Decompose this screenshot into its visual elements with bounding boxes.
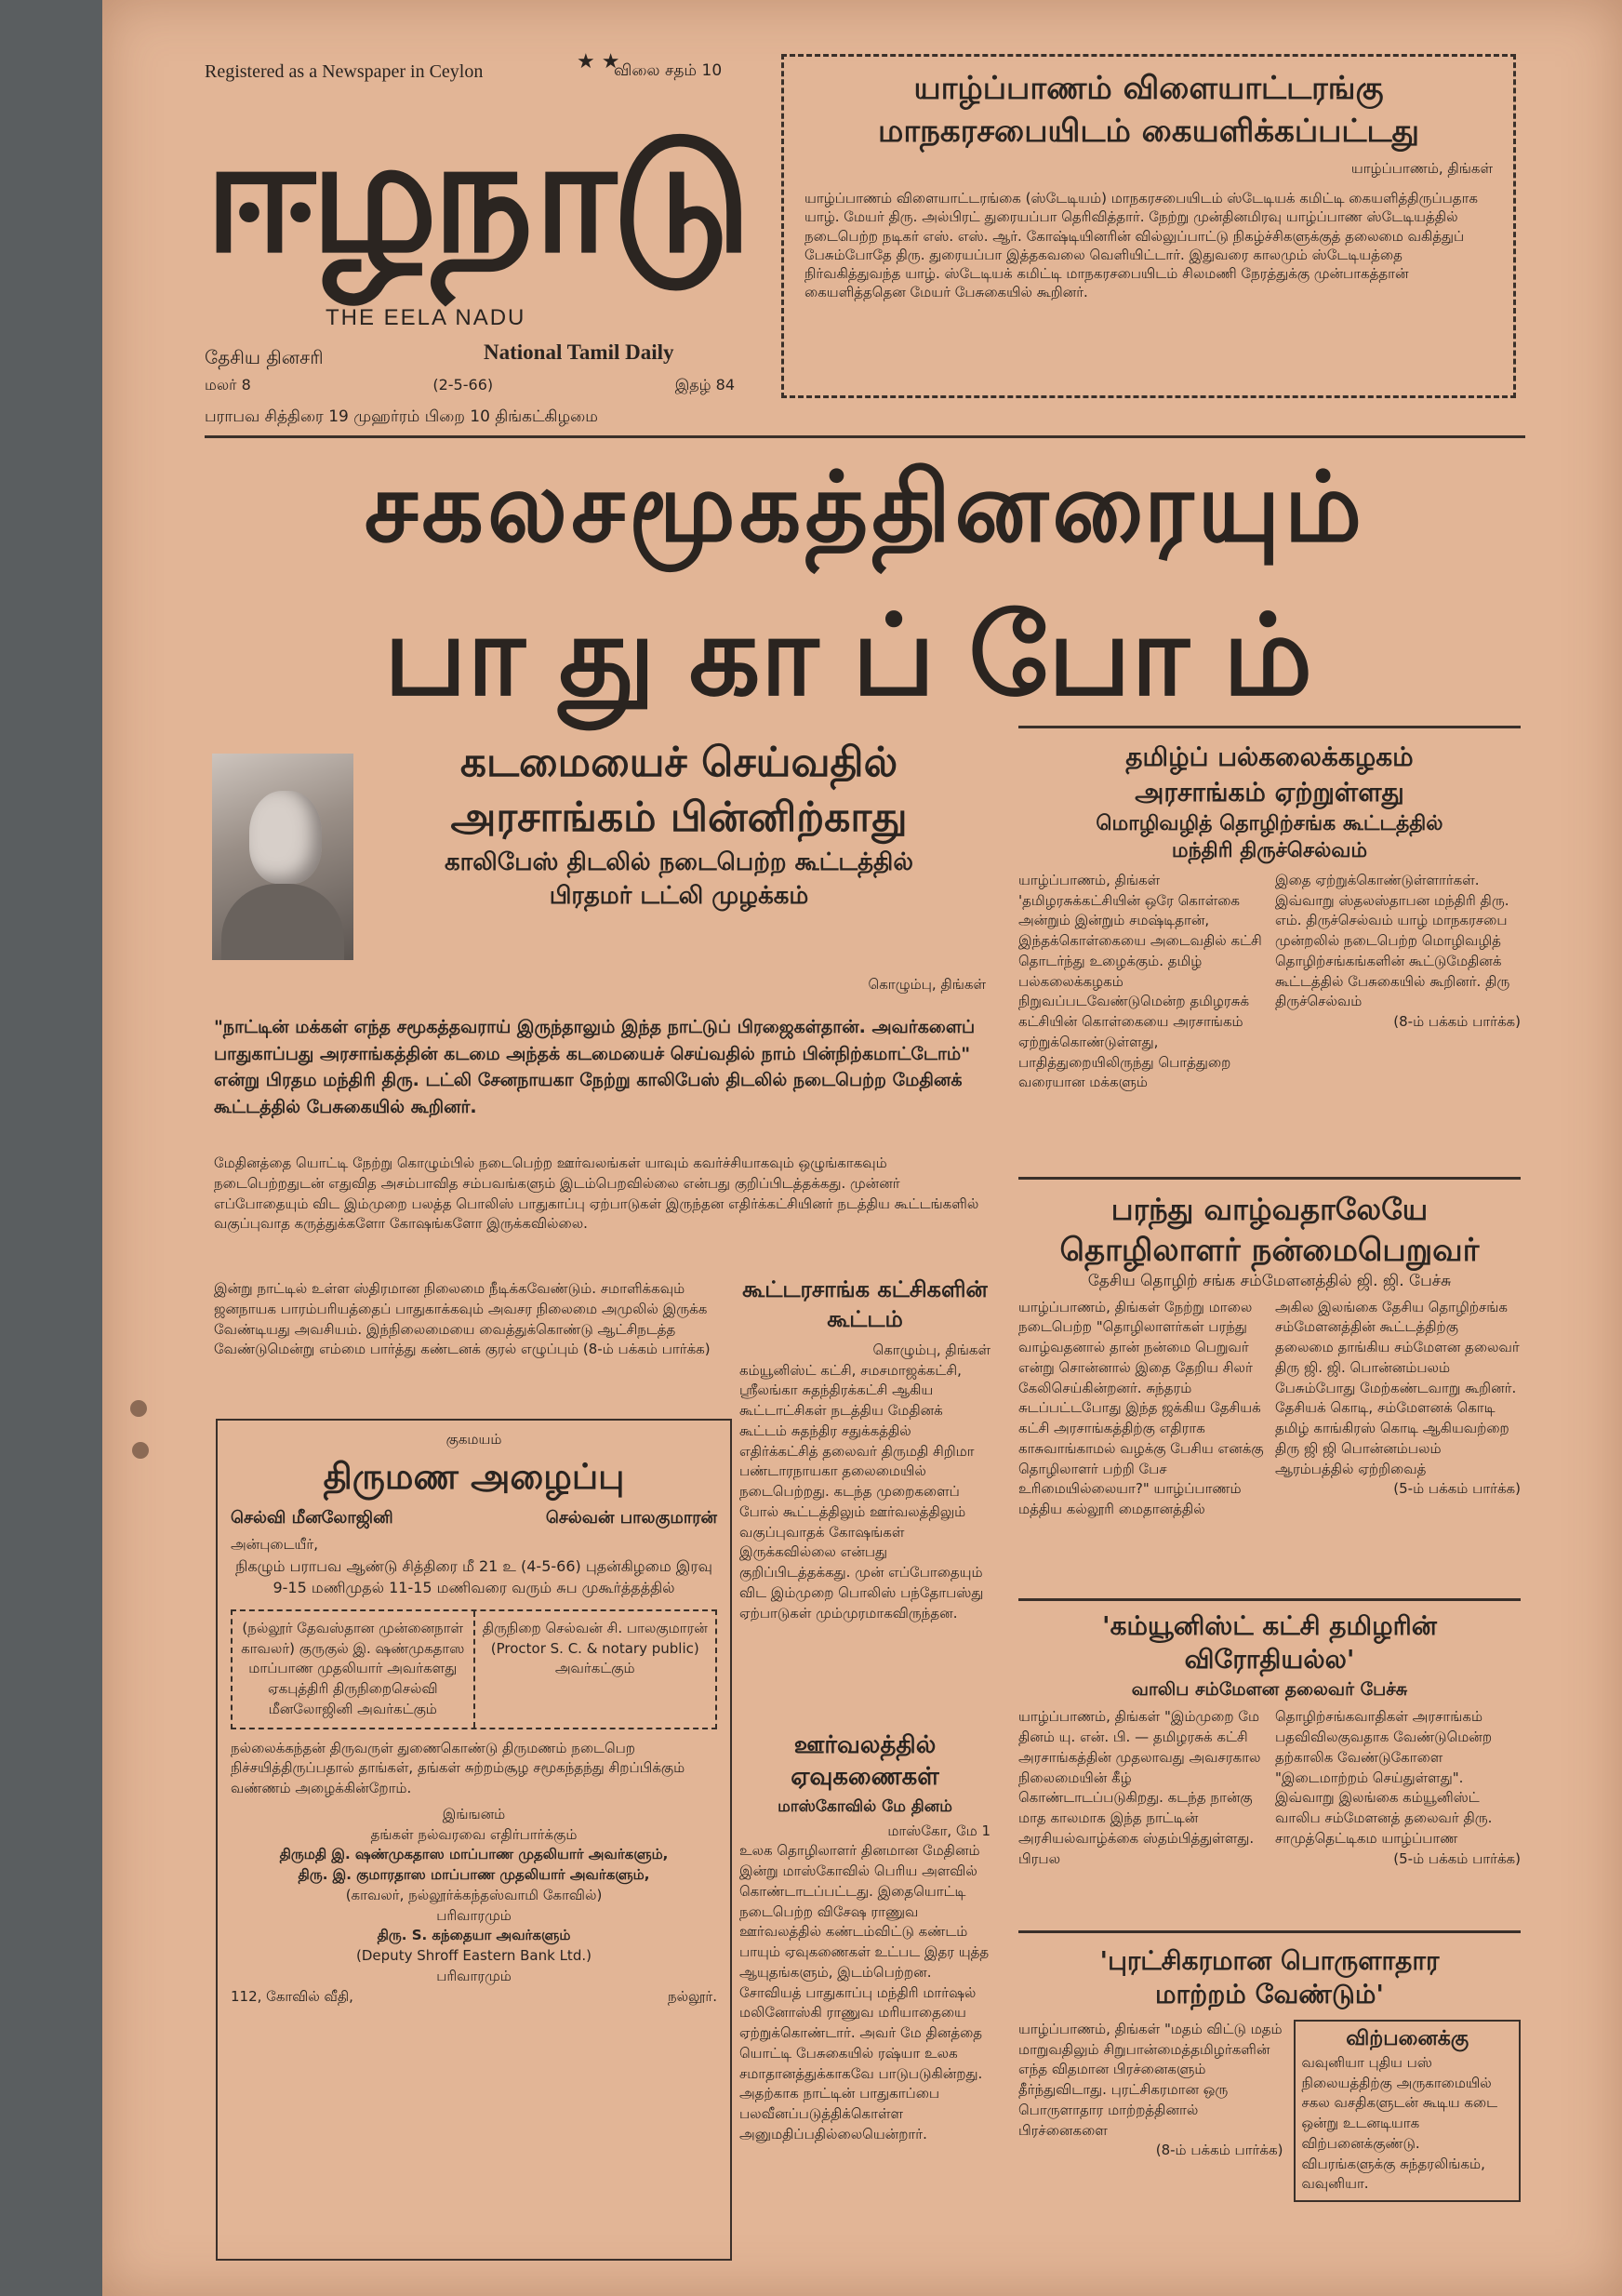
wedding-groom: செல்வன் பாலகுமாரன் bbox=[545, 1507, 717, 1528]
coalition-story bbox=[739, 1275, 990, 1623]
wedding-host-1: திருமதி இ. ஷண்முகதாஸ மாப்பாண முதலியார் அவர்களும், bbox=[279, 1846, 669, 1863]
communist-headline-1: 'கம்யூனிஸ்ட் கட்சி தமிழரின் bbox=[1102, 1610, 1437, 1641]
lead-sub-1: காலிபேஸ் திடலில் நடைபெற்ற கூட்டத்தில் bbox=[445, 848, 913, 876]
coalition-dateline: கொழும்பு, திங்கள் bbox=[872, 1341, 990, 1358]
volume: மலர் 8 bbox=[205, 376, 251, 394]
university-body-left: யாழ்ப்பாணம், திங்கள் 'தமிழரசுக்கட்சியின் ஒரே கொள்கை அன்றும் இன்றும் சமஷ்டிதான், இந்தக்கொள்கையை அடைவதில் கட்சி தொடர்ந்து உழைக்கும். தமிழ் பல்கலைக்கழகம் நிறுவப்படவேண்டுமென்ற தமிழரசுக் கட்சியின் கொள்கையை அரசாங்கம் ஏற்றுக்கொண்டுள்ளது, பாதித்துறையிலிருந்து பொத்துறை வரையான மக்களும் bbox=[1018, 871, 1262, 1091]
wedding-family-2: பரிவாரமும் bbox=[436, 1967, 512, 1984]
wedding-host-2-note: (காவலர், நல்லூர்க்கந்தஸ்வாமி கோவில்) bbox=[345, 1886, 603, 1903]
issue-date: (2-5-66) bbox=[432, 376, 494, 394]
english-name: THE EELA NADU bbox=[326, 305, 526, 330]
classified-body: வவுனியா புதிய பஸ் நிலையத்திற்கு அருகாமையில் சகல வசதிகளுடன் கூடிய கடை ஒன்று உடனடியாக விற்பனைக்குண்டு. விபரங்களுக்கு சுந்தரலிங்கம், வவுனியா. bbox=[1301, 2053, 1498, 2193]
wedding-deity: குகமயம் bbox=[445, 1431, 502, 1448]
issue-number: இதழ் 84 bbox=[674, 376, 735, 394]
subtitle-english: National Tamil Daily bbox=[484, 340, 674, 364]
lead-para-1: மேதினத்தை யொட்டி நேற்று கொழும்பில் நடைபெற்ற ஊர்வலங்கள் யாவும் கவர்ச்சியாகவும் ஒழுங்காகவும் நடைபெற்றதுடன் எதுவித அசம்பாவித சம்பவங்களும் இடம்பெறவில்லை என்பது குறிப்பிடத்தக்கது. முன்னர் எப்போதையும் விட இம்முறை பலத்த பொலிஸ் பாதுகாப்பு ஏற்பாடுகள் இருந்தன எதிர்க்கட்சியினர் நடத்திய கூட்டங்களில் வகுப்புவாத கருத்துக்களோ கோஷங்களோ இருக்கவில்லை. bbox=[214, 1155, 979, 1233]
classified-title: விற்பனைக்கு bbox=[1346, 2026, 1469, 2050]
workers-body-left: யாழ்ப்பாணம், திங்கள் நேற்று மாலை நடைபெற்ற "தொழிலாளர்கள் பரந்து வாழ்வதனால் தான் நன்மை பெறுவர் என்று சொன்னால் இதை தேறிய சிலர் கேலிசெய்கின்றனர். சுந்தரம் சுடப்பட்டபோது இந்த ஜக்கிய தேசியக் கட்சி அரசாங்கத்திற்கு எதிராக காசுவாங்காமல் வழக்கு பேசிய எனக்கு தொழிலாளர் பற்றி பேச உரிமையில்லையா?" யாழ்ப்பாணம் மத்திய கல்லூரி மைதானத்தில் bbox=[1018, 1298, 1264, 1518]
wedding-bride: செல்வி மீனலோஜினி bbox=[231, 1507, 393, 1528]
communist-headline-2: விரோதியல்ல' bbox=[1184, 1644, 1355, 1675]
issue-line bbox=[205, 376, 735, 395]
wedding-host-3: திரு. S. கந்தையா அவர்களும் bbox=[377, 1927, 571, 1944]
classified-ad bbox=[1294, 2020, 1521, 2202]
groom-side: திருநிறை செல்வன் சி. பாலகுமாரன் (Proctor S. C. & notary public) அவர்கட்கும் bbox=[482, 1619, 708, 1677]
masthead bbox=[205, 50, 747, 406]
communist-ref: (5-ம் பக்கம் பார்க்க) bbox=[1393, 1849, 1521, 1867]
workers-headline-1: பரந்து வாழ்வதாலேயே bbox=[1110, 1192, 1429, 1227]
communist-body-right: தொழிற்சங்கவாதிகள் அரசாங்கம் பதவிவிலகுவதாக வேண்டுமென்ற தற்காலிக வேண்டுகோளை "இடைமாற்றம் செய்துள்ளது". இவ்வாறு இலங்கை கம்யூனிஸ்ட் வாலிப சம்மேளனத் தலைவர் திரு. சாமுத்தெட்டிகம யாழ்ப்பாண bbox=[1275, 1708, 1493, 1847]
price: விலை சதம் 10 bbox=[614, 61, 723, 80]
subtitle-tamil: தேசிய தினசரி bbox=[205, 346, 324, 368]
top-story-body: யாழ்ப்பாணம் விளையாட்டரங்கை (ஸ்டேடியம்) மாநகரசபையிடம் ஸ்டேடியக் கமிட்டி கையளித்திருப்பதாக யாழ். மேயர் திரு. அல்பிரட் துரையப்பா தெரிவித்தார். நேற்று முன்தினமிரவு யாழ்ப்பாண ஸ்டேடியத்தில் நடைபெற்ற நடிகர் எஸ். எஸ். ஆர். கோஷ்டியினரின் வில்லுப்பாட்டு நிகழ்ச்சிகளுக்குத் தலைமை வகித்துப் பேசும்போதே திரு. துரையப்பா இத்தகவலை வெளியிட்டார். இதுவரை காலமும் ஸ்டேடியத்தை நிர்வகித்துவந்த யாழ். ஸ்டேடியக் கமிட்டி மாநகரசபையிடம் சிலமணி நேரத்துக்கு முன்பாகத்தான் கையளித்ததென மேயர் பேசுகையில் கூறினர். bbox=[804, 190, 1479, 301]
coalition-headline: கூட்டரசாங்க கட்சிகளின் கூட்டம் bbox=[742, 1276, 988, 1333]
main-headline-line1: சகலசமூகத்தினரையும் bbox=[364, 450, 1366, 564]
economic-headline-2: மாற்றம் வேண்டும்' bbox=[1155, 1979, 1384, 2010]
wedding-couple bbox=[231, 1508, 717, 1529]
moscow-headline: ஊர்வலத்தில் ஏவுகணைகள் bbox=[791, 1731, 939, 1791]
divider bbox=[205, 435, 1525, 438]
top-story-headline: யாழ்ப்பாணம் விளையாட்டரங்கு மாநகரசபையிடம் கையளிக்கப்பட்டது bbox=[877, 70, 1420, 150]
moscow-body: உலக தொழிலாளர் தினமான மேதினம் இன்று மாஸ்கோவில் பெரிய அளவில் கொண்டாடப்பட்டது. இதையொட்டி நடைபெற்ற விசேஷ ராணுவ ஊர்வலத்தில் கண்டம்விட்டு கண்டம் பாயும் ஏவுகணைகள் உட்பட இதர யுத்த ஆயுதங்களும், இடம்பெற்றன. சோவியத் பாதுகாப்பு மந்திரி மார்ஷல் மலினோஸ்கி ராணுவ மரியாதையை ஏற்றுக்கொண்டார். அவர் மே தினத்தை யொட்டி பேசுகையில் ரஷ்யா உலக சமாதானத்துக்காகவே பாடுபடுகின்றது. அதற்காக நாட்டின் பாதுகாப்பை பலவீனப்படுத்திக்கொள்ள அனுமதிப்பதில்லையென்றார். bbox=[739, 1842, 990, 2142]
newspaper-logo: ஈழநாடு bbox=[205, 104, 747, 288]
lead-headline-2: அரசாங்கம் பின்னிற்காது bbox=[450, 794, 908, 842]
workers-body-right: அகில இலங்கை தேசிய தொழிற்சங்க சம்மேளனத்தின் கூட்டத்திற்கு தலைமை தாங்கிய சம்மேளன தலைவர் திரு ஜி. ஜி. பொன்னம்பலம் பேசும்போது மேற்கண்டவாறு கூறினர். தேசியக் கொடி, சம்மேளனக் கொடி தமிழ் காங்கிரஸ் கொடி ஆகியவற்றை திரு ஜி ஜி பொன்னம்பலம் ஆரம்பத்தில் ஏற்றிவைத் bbox=[1275, 1298, 1520, 1477]
punch-hole bbox=[130, 1400, 147, 1417]
wedding-host-3-note: (Deputy Shroff Eastern Bank Ltd.) bbox=[356, 1947, 592, 1965]
communist-body-left: யாழ்ப்பாணம், திங்கள் "இம்முறை மே தினம் யு. என். பி. — தமிழரசுக் கட்சி அரசாங்கத்தின் முதலாவது அவசரகால நிலைமையின் கீழ் கொண்டாடப்படுகிறது. கடந்த நான்கு மாத காலமாக இந்த நாட்டின் அரசியல்வாழ்க்கை ஸ்தம்பித்துள்ளது. பிரபல bbox=[1018, 1708, 1261, 1867]
economic-body: யாழ்ப்பாணம், திங்கள் "மதம் விட்டு மதம் மாறுவதிலும் சிறுபான்மைத்தமிழர்களின் எந்த விதமான பிரச்னைகளும் தீர்ந்துவிடாது. புரட்சிகரமான ஒரு பொருளாதார மாற்றத்தினால் பிரச்னைகளை bbox=[1018, 2020, 1283, 2139]
prime-minister-photo bbox=[212, 754, 353, 960]
communist-story bbox=[1018, 1609, 1521, 1869]
bride-side: (நல்லூர் தேவஸ்தான முன்னைநாள் காவலர்) குருகுல் இ. ஷண்முகதாஸ மாப்பாண முதலியார் அவர்களது ஏகபுத்திரி திருநிறைசெல்வி மீனலோஜினி அவர்கட்கும் bbox=[233, 1611, 475, 1728]
star-ornament: ★ ★ bbox=[577, 50, 620, 73]
communist-sub: வாலிப சம்மேளன தலைவர் பேச்சு bbox=[1131, 1678, 1408, 1700]
lead-quote: "நாட்டின் மக்கள் எந்த சமூகத்தவராய் இருந்தாலும் இந்த நாட்டுப் பிரஜைகள்தான். அவர்களைப் பாதுகாப்பது அரசாங்கத்தின் கடமை அந்தக் கடமையைச் செய்வதில் நாம் பின்நிற்கமாட்டோம்" என்று பிரதம மந்திரி திரு. டட்லி சேனநாயகா நேற்று காலிபேஸ் திடலில் நடைபெற்ற மேதினக் கூட்டத்தில் பேசுகையில் கூறினர். bbox=[214, 1017, 976, 1117]
wedding-title: திருமண அழைப்பு bbox=[323, 1455, 625, 1497]
university-sub-2: மந்திரி திருச்செல்வம் bbox=[1171, 839, 1368, 863]
wedding-address-line bbox=[231, 1987, 717, 2008]
wedding-ingnanam: இங்ஙனம் bbox=[442, 1805, 506, 1822]
university-body-right: இதை ஏற்றுக்கொண்டுள்ளார்கள். இவ்வாறு ஸ்தலஸ்தாபன மந்திரி திரு. எம். திருச்செல்வம் யாழ் மாநகரசபை முன்றலில் நடைபெற்ற மொழிவழித் தொழிற்சங்கங்களின் கூட்டுமேதினக் கூட்டத்தில் பேசுகையில் கூறினர். திரு திருச்செல்வம் bbox=[1275, 871, 1510, 1010]
workers-story bbox=[1018, 1191, 1521, 1520]
wedding-details: நிகழும் பராபவ ஆண்டு சித்திரை மீ 21 உ (4-5-66) புதன்கிழமை இரவு 9-15 மணிமுதல் 11-15 மணிவரை வரும் சுப முகூர்த்தத்தில் bbox=[235, 1556, 712, 1596]
wedding-greeting: அன்புடையீர், bbox=[231, 1535, 318, 1553]
workers-sub: தேசிய தொழிற் சங்க சம்மேளனத்தில் ஜி. ஜி. பேச்சு bbox=[1087, 1271, 1452, 1290]
main-headline-line2: பாதுகாப்போம் bbox=[383, 592, 1347, 721]
wedding-family: பரிவாரமும் bbox=[436, 1906, 512, 1924]
moscow-story bbox=[739, 1730, 990, 2145]
top-story-dateline: யாழ்ப்பாணம், திங்கள் bbox=[1350, 159, 1493, 177]
economic-ref: (8-ம் பக்கம் பார்க்க) bbox=[1155, 2142, 1283, 2159]
wedding-host-2: திரு. இ. குமாரதாஸ மாப்பாண முதலியார் அவர்களும், bbox=[298, 1866, 650, 1884]
university-sub-1: மொழிவழித் தொழிற்சங்க கூட்டத்தில் bbox=[1096, 811, 1443, 835]
wedding-invitation bbox=[216, 1419, 732, 2261]
lead-sub-2: பிரதமர் டட்லி முழக்கம் bbox=[549, 882, 809, 911]
moscow-sub: மாஸ்கோவில் மே தினம் bbox=[778, 1796, 952, 1816]
university-headline-1: தமிழ்ப் பல்கலைக்கழகம் bbox=[1125, 741, 1414, 772]
wedding-families bbox=[231, 1609, 717, 1729]
coalition-body: கம்யூனிஸ்ட் கட்சி, சமசமாஜக்கட்சி, ஸ்ரீலங்கா சுதந்திரக்கட்சி ஆகிய கூட்டாட்சிகள் நடத்திய மேதினக் கூட்டம் சுதந்திர சதுக்கத்தில் எதிர்க்கட்சித் தலைவர் திருமதி சிறிமா பண்டாரநாயகா தலைமையில் நடைபெற்றது. கடந்த முறைகளைப் போல் கூட்டத்திலும் ஊர்வலத்திலும் வகுப்புவாதக் கோஷங்கள் இருக்கவில்லை என்பது குறிப்பிடத்தக்கது. முன் எப்போதையும் விட இம்முறை பொலிஸ் பந்தோபஸ்து ஏற்பாடுகள் மும்முரமாகவிருந்தன. bbox=[739, 1361, 984, 1622]
dateline: பராபவ சித்திரை 19 முஹர்ரம் பிறை 10 திங்கட்கிழமை bbox=[205, 407, 598, 426]
economic-story bbox=[1018, 1944, 1521, 2202]
punch-hole bbox=[132, 1442, 149, 1459]
university-ref: (8-ம் பக்கம் பார்க்க) bbox=[1393, 1013, 1521, 1031]
lead-dateline: கொழும்பு, திங்கள் bbox=[868, 976, 986, 993]
workers-headline-2: தொழிலாளர் நன்மைபெறுவர் bbox=[1059, 1231, 1480, 1269]
lead-headline-1: கடமையைச் செய்வதில் bbox=[459, 739, 898, 786]
lead-para-2: இன்று நாட்டில் உள்ள ஸ்திரமான நிலைமை நீடிக்கவேண்டும். சமாளிக்கவும் ஜனநாயக பாரம்பரியத்தைப் பாதுகாக்கவும் அவசர நிலைமை அமுலில் இருக்க வேண்டியது அவசியம். இந்நிலைமையை வைத்துக்கொண்டு ஆட்சிநடத்த வேண்டுமென்று எம்மை பார்த்து கண்டனக் குரல் எழுப்பும் (8-ம் பக்கம் பார்க்க) bbox=[214, 1280, 711, 1358]
registration-note: Registered as a Newspaper in Ceylon bbox=[205, 61, 484, 82]
university-headline-2: அரசாங்கம் ஏற்றுள்ளது bbox=[1135, 776, 1404, 808]
workers-ref: (5-ம் பக்கம் பார்க்க) bbox=[1393, 1480, 1521, 1498]
wedding-address: 112, கோவில் வீதி, bbox=[231, 1987, 353, 2005]
lead-story-headlines bbox=[372, 735, 986, 914]
wedding-awaiting: தங்கள் நல்வரவை எதிர்பார்க்கும் bbox=[370, 1825, 578, 1843]
economic-headline-1: 'புரட்சிகரமான பொருளாதார bbox=[1099, 1945, 1440, 1976]
wedding-place: நல்லூர். bbox=[667, 1987, 717, 2005]
wedding-invitation-text: நல்லைக்கந்தன் திருவருள் துணைகொண்டு திருமணம் நடைபெற நிச்சயித்திருப்பதால் தாங்கள், தங்கள் சுற்றம்சூழ சமூகந்தந்து சிறப்பிக்கும் வண்ணம் அழைக்கின்றோம். bbox=[231, 1739, 685, 1797]
moscow-dateline: மாஸ்கோ, மே 1 bbox=[887, 1822, 990, 1839]
university-story bbox=[1018, 740, 1521, 1093]
top-story bbox=[781, 54, 1516, 398]
